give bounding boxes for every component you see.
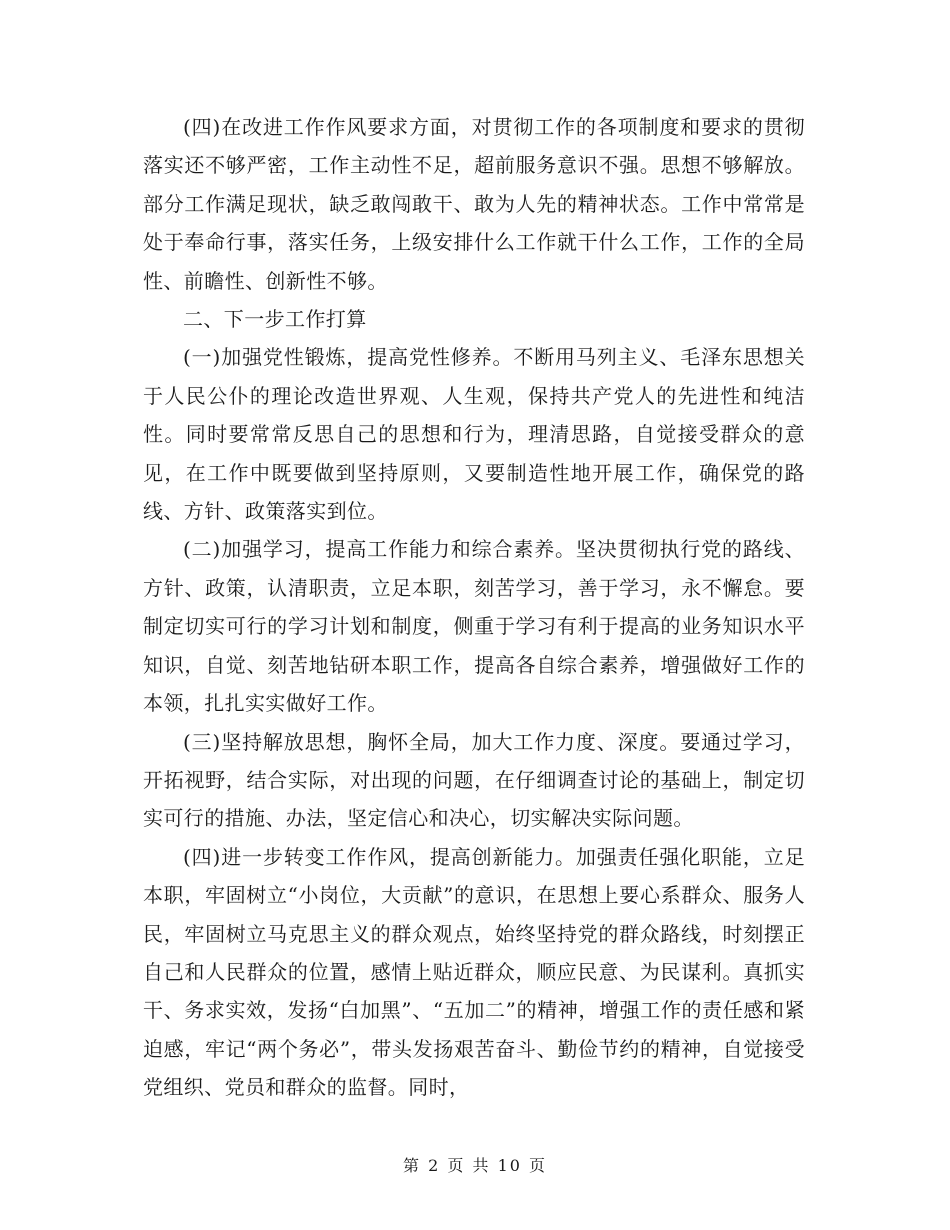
footer-prefix: 第 [402, 1156, 421, 1175]
paragraph-work-style-issues: (四)在改进工作作风要求方面，对贯彻工作的各项制度和要求的贯彻落实还不够严密，工作主动性不足，超前服务意识不强。思想不够解放。部分工作满足现状，缺乏敢闯敢干、敢为人先的精神状态。工作中常常是处于奉命行事，落实任务，上级安排什么工作就干什么工作，工作的全局性、前瞻性、创新性不够。 [143, 115, 805, 293]
footer-total-pages: 10 [497, 1156, 522, 1175]
document-body [143, 108, 805, 1107]
paragraph-transform-work-style: (四)进一步转变工作作风，提高创新能力。加强责任强化职能，立足本职，牢固树立“小岗位，大贡献”的意识，在思想上要心系群众、服务人民，牢固树立马克思主义的群众观点，始终坚持党的群众路线，时刻摆正自己和人民群众的位置，感情上贴近群众，顺应民意、为民谋利。真抓实干、务求实效，发扬“白加黑”、“五加二”的精神，增强工作的责任感和紧迫感，牢记“两个务必”，带头发扬艰苦奋斗、勤俭节约的精神，自觉接受党组织、党员和群众的监督。同时， [143, 844, 805, 1100]
footer-page-label: 页 [447, 1156, 466, 1175]
paragraph-strengthen-study: (二)加强学习，提高工作能力和综合素养。坚决贯彻执行党的路线、方针、政策，认清职责，立足本职，刻苦学习，善于学习，永不懈怠。要制定切实可行的学习计划和制度，侧重于学习有利于提高的业务知识水平知识，自觉、刻苦地钻研本职工作，提高各自综合素养，增强做好工作的本领，扎扎实实做好工作。 [143, 537, 805, 716]
paragraph-emancipate-mind: (三)坚持解放思想，胸怀全局，加大工作力度、深度。要通过学习，开拓视野，结合实际，对出现的问题，在仔细调查讨论的基础上，制定切实可行的措施、办法，坚定信心和决心，切实解决实际问题。 [143, 729, 805, 831]
page-footer [0, 1156, 950, 1176]
footer-current-page: 2 [428, 1156, 441, 1175]
section-heading-next-steps: 二、下一步工作打算 [183, 307, 367, 332]
footer-suffix: 页 [529, 1156, 548, 1175]
footer-total-label: 共 [472, 1156, 491, 1175]
paragraph-party-spirit: (一)加强党性锻炼，提高党性修养。不断用马列主义、毛泽东思想关于人民公仆的理论改造世界观、人生观，保持共产党人的先进性和纯洁性。同时要常常反思自己的思想和行为，理清思路，自觉接受群众的意见，在工作中既要做到坚持原则，又要制造性地开展工作，确保党的路线、方针、政策落实到位。 [143, 345, 805, 524]
